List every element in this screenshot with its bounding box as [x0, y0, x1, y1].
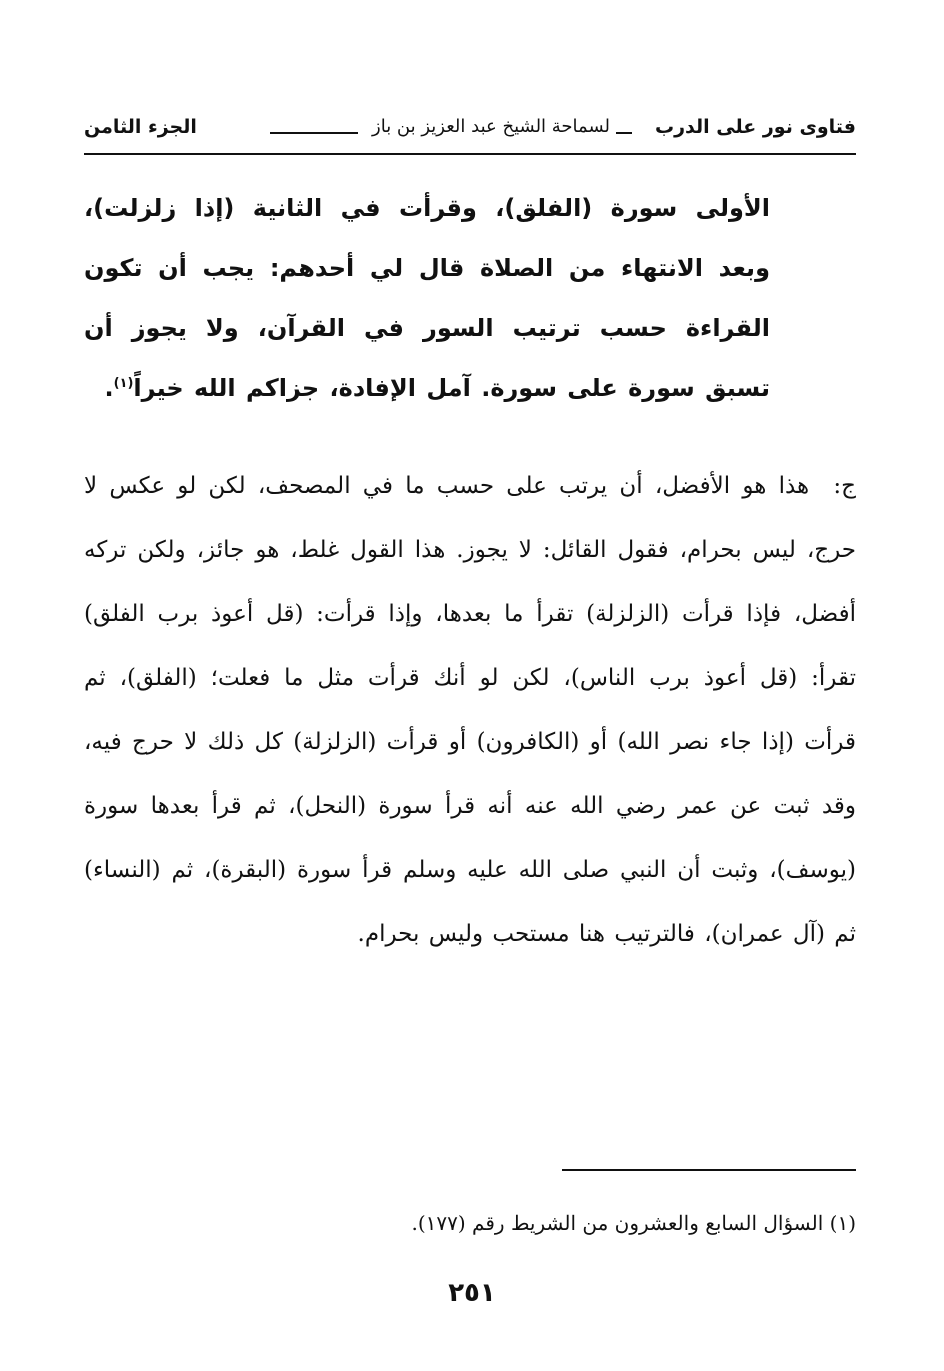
header-part-label: الجزء الثامن	[84, 116, 197, 138]
question-text: الأولى سورة (الفلق)، وقرأت في الثانية (إذا زلزلت)، وبعد الانتهاء من الصلاة قال لي أحدهم: يجب أن تكون القراءة حسب ترتيب السور في القرآن، ولا يجوز أن تسبق سورة على سورة. آمل الإفادة، جزاكم الله خيراً	[84, 194, 770, 402]
footnote-rule	[562, 1169, 856, 1171]
question-end: .	[104, 374, 114, 402]
answer-paragraph	[84, 454, 856, 966]
footnote-reference: (١)	[113, 376, 134, 391]
running-header	[84, 112, 856, 152]
answer-text: هذا هو الأفضل، أن يرتب على حسب ما في المصحف، لكن لو عكس لا حرج، ليس بحرام، فقول القائل: لا يجوز. هذا القول غلط، هو جائز، ولكن تركه أفضل، فإذا قرأت (الزلزلة) تقرأ ما بعدها، وإذا قرأت: (قل أعوذ برب الفلق) تقرأ: (قل أعوذ برب الناس)، لكن لو أنك قرأت مثل ما فعلت؛ (الفلق)، ثم قرأت (إذا جاء نصر الله) أو (الكافرون) أو قرأت (الزلزلة) كل ذلك لا حرج فيه، وقد ثبت عن عمر رضي الله عنه أنه قرأ سورة (النحل)، ثم قرأ بعدها سورة (يوسف)، وثبت أن النبي صلى الله عليه وسلم قرأ سورة (البقرة)، ثم (النساء) ثم (آل عمران)، فالترتيب هنا مستحب وليس بحرام.	[84, 473, 856, 947]
footnote: (١) السؤال السابع والعشرون من الشريط رقم (١٧٧).	[411, 1211, 856, 1235]
answer-prefix: ج:	[833, 473, 857, 499]
header-author: لسماحة الشيخ عبد العزيز بن باز	[372, 116, 610, 137]
question-paragraph	[84, 178, 770, 418]
header-rule	[84, 153, 856, 155]
header-dash	[616, 132, 632, 134]
page-number: ٢٥١	[448, 1278, 496, 1308]
header-book-title: فتاوى نور على الدرب	[655, 116, 856, 138]
header-separator-line	[270, 132, 358, 134]
